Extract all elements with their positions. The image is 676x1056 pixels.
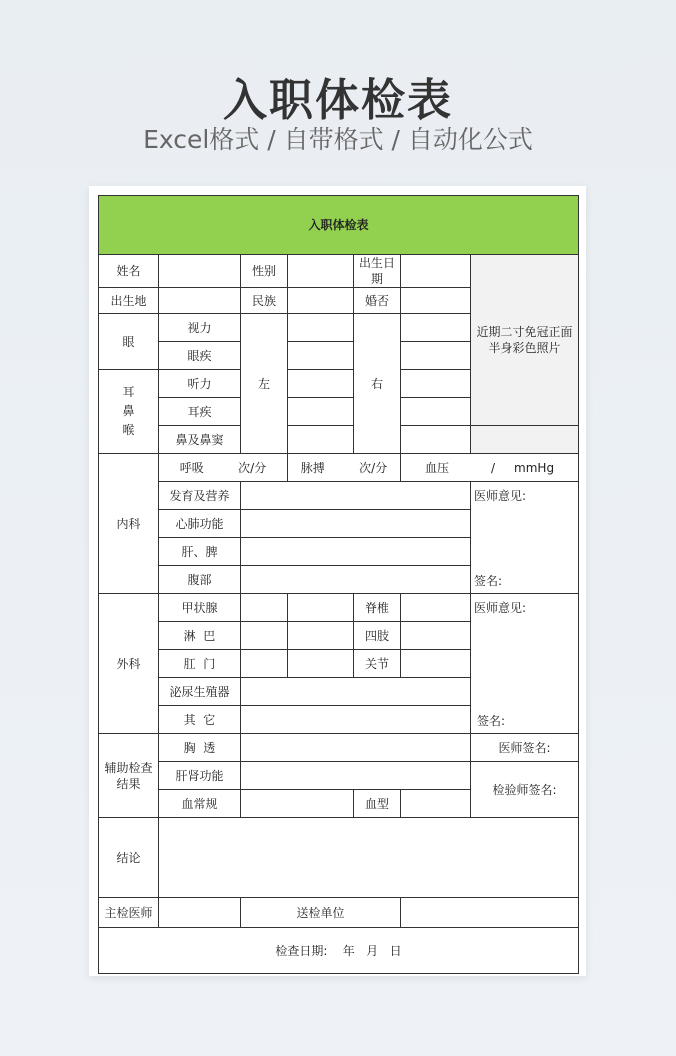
ent-label-nose: 鼻 bbox=[122, 404, 135, 418]
hearing-label: 听力 bbox=[159, 370, 241, 398]
conclusion-value[interactable] bbox=[159, 818, 579, 898]
marital-label: 婚否 bbox=[354, 288, 401, 314]
gender-value[interactable] bbox=[288, 255, 354, 288]
marital-value[interactable] bbox=[401, 288, 471, 314]
nutrition-label: 发育及营养 bbox=[159, 482, 241, 510]
photo-placeholder[interactable]: 近期二寸免冠正面半身彩色照片 bbox=[471, 255, 579, 426]
lab-sign-cell[interactable] bbox=[471, 762, 579, 818]
other-label: 其 它 bbox=[159, 706, 241, 734]
hearing-left-value[interactable] bbox=[288, 370, 354, 398]
birthdate-label: 出生日期 bbox=[354, 255, 401, 288]
spine-value[interactable] bbox=[401, 594, 471, 622]
anus-value-2[interactable] bbox=[288, 650, 354, 678]
form-title: 入职体检表 bbox=[99, 196, 579, 255]
internal-doctor-opinion[interactable] bbox=[471, 482, 579, 594]
name-label: 姓名 bbox=[99, 255, 159, 288]
lab-sign-label: 检验师签名: bbox=[492, 782, 557, 797]
liver-kidney-label: 肝肾功能 bbox=[159, 762, 241, 790]
nose-label: 鼻及鼻窦 bbox=[159, 426, 241, 454]
surgery-signature-label: 签名: bbox=[477, 714, 506, 728]
left-label: 左 bbox=[241, 314, 288, 454]
lymph-label: 淋 巴 bbox=[159, 622, 241, 650]
liver-kidney-value[interactable] bbox=[241, 762, 471, 790]
pulse-cell[interactable] bbox=[288, 454, 401, 482]
hero-title: 入职体检表 bbox=[223, 75, 453, 126]
exam-form-table bbox=[98, 195, 579, 974]
ent-label-ear: 耳 bbox=[122, 385, 135, 399]
urogenital-label: 泌尿生殖器 bbox=[159, 678, 241, 706]
eye-label: 眼 bbox=[99, 314, 159, 370]
nose-left-value[interactable] bbox=[288, 426, 354, 454]
photo-bottom-cell bbox=[471, 426, 579, 454]
chest-value[interactable] bbox=[241, 734, 471, 762]
bp-label: 血压 bbox=[424, 460, 449, 475]
lymph-value-2[interactable] bbox=[288, 622, 354, 650]
nose-right-value[interactable] bbox=[401, 426, 471, 454]
ethnicity-label: 民族 bbox=[241, 288, 288, 314]
internal-signature-label: 签名: bbox=[474, 574, 503, 588]
breath-unit: 次/分 bbox=[238, 460, 267, 475]
blood-routine-label: 血常规 bbox=[159, 790, 241, 818]
liver-spleen-value[interactable] bbox=[241, 538, 471, 566]
other-value[interactable] bbox=[241, 706, 471, 734]
bp-cell[interactable] bbox=[401, 454, 579, 482]
exam-date-label: 检查日期: 年 月 日 bbox=[275, 943, 402, 958]
ent-label-throat: 喉 bbox=[122, 423, 135, 437]
pulse-unit: 次/分 bbox=[359, 460, 388, 475]
surgery-opinion-label: 医师意见: bbox=[474, 601, 527, 615]
thyroid-label: 甲状腺 bbox=[159, 594, 241, 622]
abdomen-label: 腹部 bbox=[159, 566, 241, 594]
liver-spleen-label: 肝、脾 bbox=[159, 538, 241, 566]
chest-label: 胸 透 bbox=[159, 734, 241, 762]
sending-unit-label: 送检单位 bbox=[241, 898, 401, 928]
right-label: 右 bbox=[354, 314, 401, 454]
nutrition-value[interactable] bbox=[241, 482, 471, 510]
limbs-label: 四肢 bbox=[354, 622, 401, 650]
aux-label: 辅助检查结果 bbox=[99, 734, 159, 818]
hero-subtitle: Excel格式 / 自带格式 / 自动化公式 bbox=[143, 125, 533, 154]
blood-type-value[interactable] bbox=[401, 790, 471, 818]
blood-type-label: 血型 bbox=[354, 790, 401, 818]
abdomen-value[interactable] bbox=[241, 566, 471, 594]
limbs-value[interactable] bbox=[401, 622, 471, 650]
birthplace-label: 出生地 bbox=[99, 288, 159, 314]
exam-date-cell[interactable] bbox=[99, 928, 579, 974]
doctor-sign-label: 医师签名: bbox=[498, 740, 551, 755]
anus-label: 肛 门 bbox=[159, 650, 241, 678]
heart-lung-label: 心肺功能 bbox=[159, 510, 241, 538]
doctor-sign-cell[interactable] bbox=[471, 734, 579, 762]
ear-disease-left-value[interactable] bbox=[288, 398, 354, 426]
form-sheet bbox=[89, 186, 586, 976]
joints-value[interactable] bbox=[401, 650, 471, 678]
thyroid-value-1[interactable] bbox=[241, 594, 288, 622]
sending-unit-value[interactable] bbox=[401, 898, 579, 928]
ethnicity-value[interactable] bbox=[288, 288, 354, 314]
birthplace-value[interactable] bbox=[159, 288, 241, 314]
eye-disease-label: 眼疾 bbox=[159, 342, 241, 370]
bp-unit: / mmHg bbox=[490, 460, 555, 475]
blood-routine-value[interactable] bbox=[241, 790, 354, 818]
conclusion-label: 结论 bbox=[99, 818, 159, 898]
birthdate-value[interactable] bbox=[401, 255, 471, 288]
internal-label: 内科 bbox=[99, 454, 159, 594]
ear-disease-label: 耳疾 bbox=[159, 398, 241, 426]
joints-label: 关节 bbox=[354, 650, 401, 678]
pulse-label: 脉搏 bbox=[300, 460, 325, 475]
heart-lung-value[interactable] bbox=[241, 510, 471, 538]
hearing-right-value[interactable] bbox=[401, 370, 471, 398]
spine-label: 脊椎 bbox=[354, 594, 401, 622]
anus-value-1[interactable] bbox=[241, 650, 288, 678]
eye-disease-right-value[interactable] bbox=[401, 342, 471, 370]
breath-cell[interactable] bbox=[159, 454, 288, 482]
vision-left-value[interactable] bbox=[288, 314, 354, 342]
surgery-doctor-opinion[interactable] bbox=[471, 594, 579, 734]
ent-label bbox=[99, 370, 159, 454]
surgery-label: 外科 bbox=[99, 594, 159, 734]
breath-label: 呼吸 bbox=[179, 460, 204, 475]
internal-opinion-label: 医师意见: bbox=[474, 489, 527, 503]
thyroid-value-2[interactable] bbox=[288, 594, 354, 622]
lymph-value-1[interactable] bbox=[241, 622, 288, 650]
ear-disease-right-value[interactable] bbox=[401, 398, 471, 426]
vision-right-value[interactable] bbox=[401, 314, 471, 342]
chief-doctor-value[interactable] bbox=[159, 898, 241, 928]
gender-label: 性别 bbox=[241, 255, 288, 288]
urogenital-value[interactable] bbox=[241, 678, 471, 706]
name-value[interactable] bbox=[159, 255, 241, 288]
chief-doctor-label: 主检医师 bbox=[99, 898, 159, 928]
vision-label: 视力 bbox=[159, 314, 241, 342]
eye-disease-left-value[interactable] bbox=[288, 342, 354, 370]
